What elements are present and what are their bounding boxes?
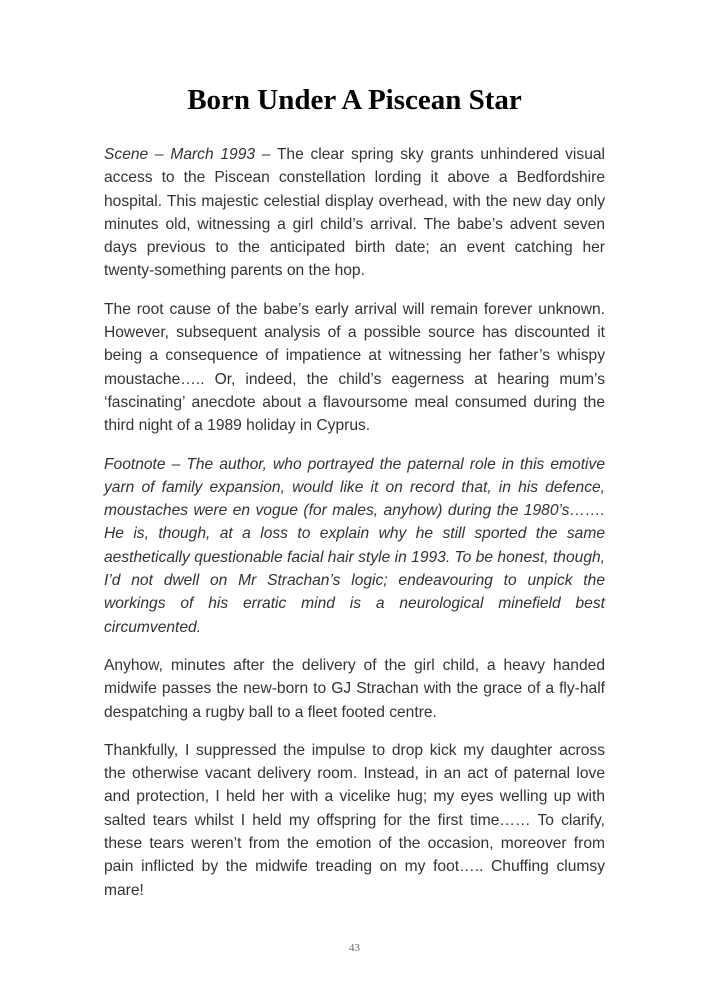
paragraph-root-cause: The root cause of the babe’s early arrival will remain forever unknown. However, subsequent analysis of a possible source has discounted it being a consequence of impatience at witnessing her father’s whispy moustache….. Or, indeed, the child’s eagerness at hearing mum’s ‘fascinating’ anecdote about a flavoursome meal consumed during the third night of a 1989 holiday in Cyprus. bbox=[104, 300, 605, 435]
page-number: 43 bbox=[349, 942, 360, 954]
scene-text: The clear spring sky grants unhindered visual access to the Piscean constellation lording it above a Bedfordshire hospital. This majestic celestial display overhead, with the new day only minutes old, witnessing a girl child’s arrival. The babe’s advent seven days previous to the anticipated birth date; an event catching her twenty-something parents on the hop. bbox=[104, 146, 606, 280]
paragraph-thankfully: Thankfully, I suppressed the impulse to drop kick my daughter across the otherwise vacant delivery room. Instead, in an act of paternal love and protection, I held her with a vicelike hug; my eyes welling up with salted tears whilst I held my offspring for the first time…… To clarify, these tears weren’t from the emotion of the occasion, moreover from pain inflicted by the midwife treading on my foot….. Chuffing clumsy mare! bbox=[104, 741, 605, 899]
chapter-title: Born Under A Piscean Star bbox=[187, 84, 522, 116]
chapter-body bbox=[104, 143, 605, 917]
paragraph-footnote: Footnote – The author, who portrayed the paternal role in this emotive yarn of family expansion, would like it on record that, in his defence, moustaches were en vogue (for males, anyhow) during the 1980’s……. He is, though, at a loss to explain why he still sported the same aesthetically questionable facial hair style in 1993. To be honest, though, I’d not dwell on Mr Strachan’s logic; endeavouring to unpick the workings of his erratic mind is a neurological minefield best circumvented. bbox=[104, 455, 605, 636]
paragraph-delivery: Anyhow, minutes after the delivery of the girl child, a heavy handed midwife passes the new-born to GJ Strachan with the grace of a fly-half despatching a rugby ball to a fleet footed centre. bbox=[104, 656, 605, 721]
scene-lead: Scene – March 1993 – bbox=[104, 146, 271, 163]
paragraph-scene bbox=[104, 143, 605, 283]
